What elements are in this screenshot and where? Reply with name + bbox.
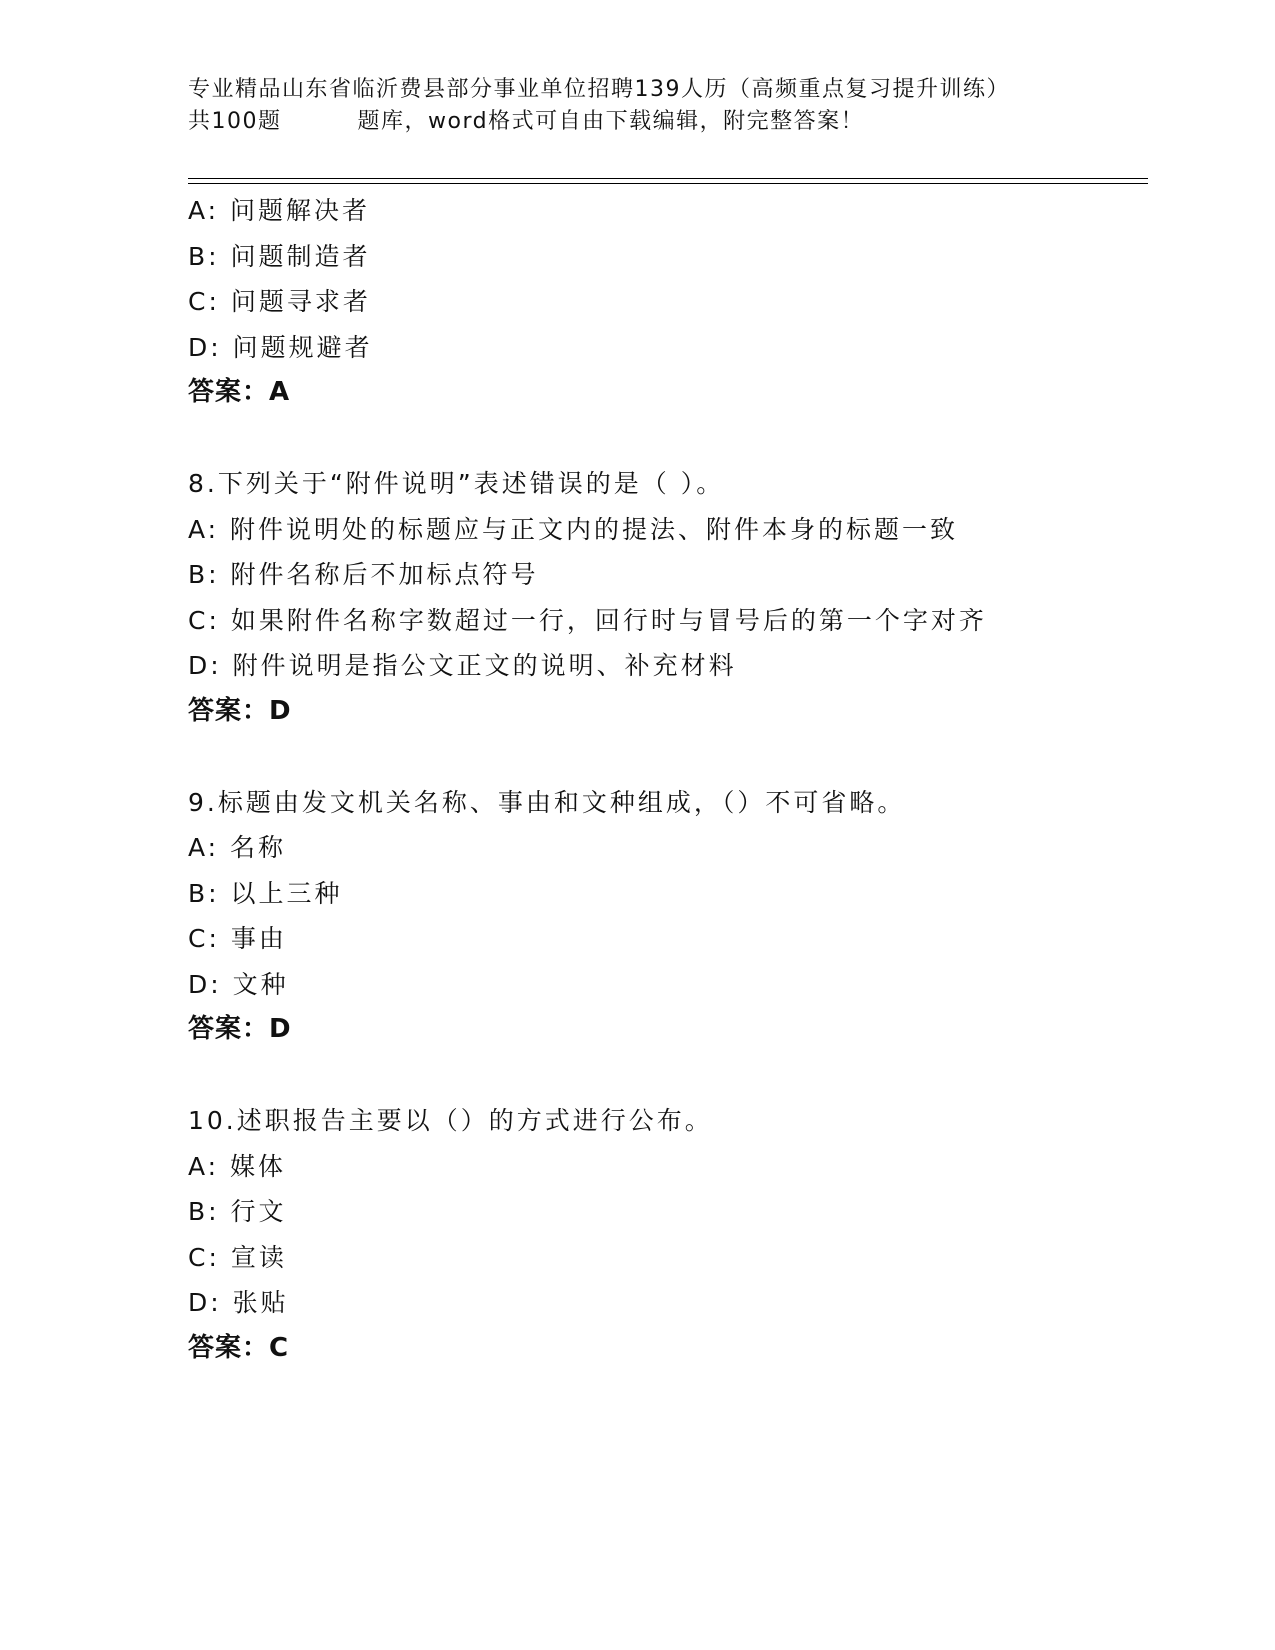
question-list xyxy=(188,188,1168,1371)
header-subtitle xyxy=(188,106,1148,138)
answer: 答案：C xyxy=(188,1332,290,1363)
question-stem: 9.标题由发文机关名称、事由和文种组成，（）不可省略。 xyxy=(188,787,906,817)
option-c: C: 事由 xyxy=(188,924,287,953)
question-8 xyxy=(188,461,1168,734)
option-c: C: 如果附件名称字数超过一行，回行时与冒号后的第一个字对齐 xyxy=(188,605,987,635)
option-d: D: 问题规避者 xyxy=(188,332,373,362)
header-title: 专业精品山东省临沂费县部分事业单位招聘139人历（高频重点复习提升训练） xyxy=(188,77,1010,102)
option-c: C: 宣读 xyxy=(188,1242,287,1272)
question-count: 共100题 xyxy=(188,109,282,134)
option-d: D: 附件说明是指公文正文的说明、补充材料 xyxy=(188,651,737,680)
option-a: A: 问题解决者 xyxy=(188,196,371,225)
question-7 xyxy=(188,188,1168,416)
question-9 xyxy=(188,780,1168,1053)
answer: 答案：D xyxy=(188,695,292,726)
option-b: B: 附件名称后不加标点符号 xyxy=(188,560,539,589)
question-stem: 8.下列关于“附件说明”表述错误的是（ ）。 xyxy=(188,469,725,498)
question-10 xyxy=(188,1098,1168,1371)
option-b: B: 问题制造者 xyxy=(188,241,371,271)
option-a: A: 名称 xyxy=(188,833,287,862)
option-b: B: 以上三种 xyxy=(188,878,343,908)
option-d: D: 文种 xyxy=(188,969,289,999)
header-divider-bottom xyxy=(188,183,1148,184)
header-divider-top xyxy=(188,178,1148,179)
option-a: A: 附件说明处的标题应与正文内的提法、附件本身的标题一致 xyxy=(188,514,959,544)
option-a: A: 媒体 xyxy=(188,1151,287,1181)
question-stem: 10.述职报告主要以（）的方式进行公布。 xyxy=(188,1106,713,1135)
answer: 答案：D xyxy=(188,1014,292,1044)
header-description: 题库，word格式可自由下载编辑，附完整答案！ xyxy=(357,109,865,134)
option-d: D: 张贴 xyxy=(188,1288,289,1317)
document-header xyxy=(188,74,1148,138)
answer: 答案：A xyxy=(188,377,291,407)
option-c: C: 问题寻求者 xyxy=(188,287,371,316)
option-b: B: 行文 xyxy=(188,1197,287,1226)
